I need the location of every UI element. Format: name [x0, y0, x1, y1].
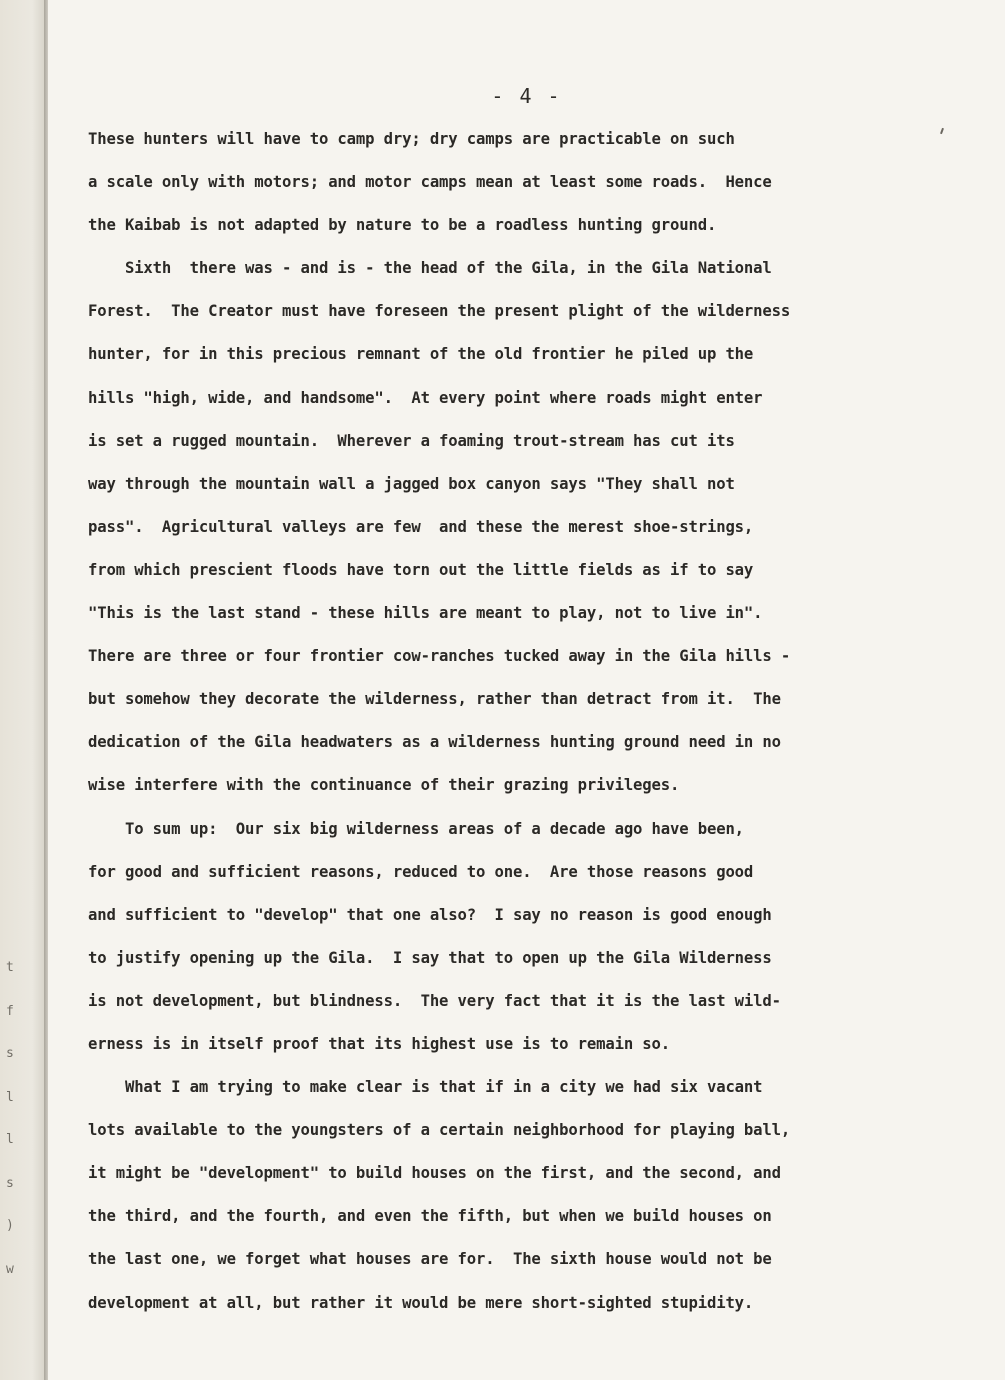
body-text — [88, 118, 968, 1325]
text-line: dedication of the Gila headwaters as a wilderness hunting ground need in no — [88, 733, 781, 752]
text-line: "This is the last stand - these hills are meant to play, not to live in". — [88, 604, 763, 623]
text-line: is not development, but blindness. The very fact that it is the last wild- — [88, 991, 781, 1010]
text-line: from which prescient floods have torn out the little fields as if to say — [88, 560, 754, 579]
typewritten-page — [48, 0, 1005, 1380]
text-line: These hunters will have to camp dry; dry camps are practicable on such — [88, 130, 735, 148]
text-line: Sixth there was - and is - the head of the Gila, in the Gila National — [88, 259, 772, 278]
text-line: hunter, for in this precious remnant of the old frontier he piled up the — [88, 345, 754, 364]
text-line: to justify opening up the Gila. I say that to open up the Gila Wilderness — [88, 948, 772, 967]
text-line: a scale only with motors; and motor camps mean at least some roads. Hence — [88, 173, 772, 192]
text-line: lots available to the youngsters of a certain neighborhood for playing ball, — [88, 1121, 791, 1140]
text-line: the third, and the fourth, and even the fifth, but when we build houses on — [88, 1207, 772, 1226]
text-line: it might be "development" to build houses on the first, and the second, and — [88, 1164, 781, 1183]
text-line: There are three or four frontier cow-ranches tucked away in the Gila hills - — [88, 647, 791, 666]
text-line: pass". Agricultural valleys are few and these the merest shoe-strings, — [88, 517, 754, 536]
bleed-through-characters: t f s l l s ) w — [6, 960, 14, 1277]
text-line: erness is in itself proof that its highest use is to remain so. — [88, 1034, 671, 1053]
text-line: hills "high, wide, and handsome". At every point where roads might enter — [88, 388, 763, 407]
text-line: is set a rugged mountain. Wherever a foaming trout-stream has cut its — [88, 431, 735, 450]
text-line: To sum up: Our six big wilderness areas of a decade ago have been, — [88, 819, 744, 838]
text-line: for good and sufficient reasons, reduced to one. Are those reasons good — [88, 862, 754, 881]
text-line: wise interfere with the continuance of their grazing privileges. — [88, 776, 680, 795]
text-line: but somehow they decorate the wilderness, rather than detract from it. The — [88, 690, 781, 709]
text-line: and sufficient to "develop" that one also? I say no reason is good enough — [88, 905, 772, 924]
text-line: the last one, we forget what houses are for. The sixth house would not be — [88, 1250, 772, 1269]
text-line: way through the mountain wall a jagged box canyon says "They shall not — [88, 474, 735, 493]
text-line: the Kaibab is not adapted by nature to be a roadless hunting ground. — [88, 216, 717, 235]
text-line: Forest. The Creator must have foreseen the present plight of the wilderness — [88, 302, 791, 321]
adjacent-page-edge — [0, 0, 46, 1380]
text-line: development at all, but rather it would be mere short-sighted stupidity. — [88, 1293, 754, 1312]
text-line: What I am trying to make clear is that if in a city we had six vacant — [88, 1078, 763, 1097]
page-number: - 4 - — [491, 84, 562, 108]
